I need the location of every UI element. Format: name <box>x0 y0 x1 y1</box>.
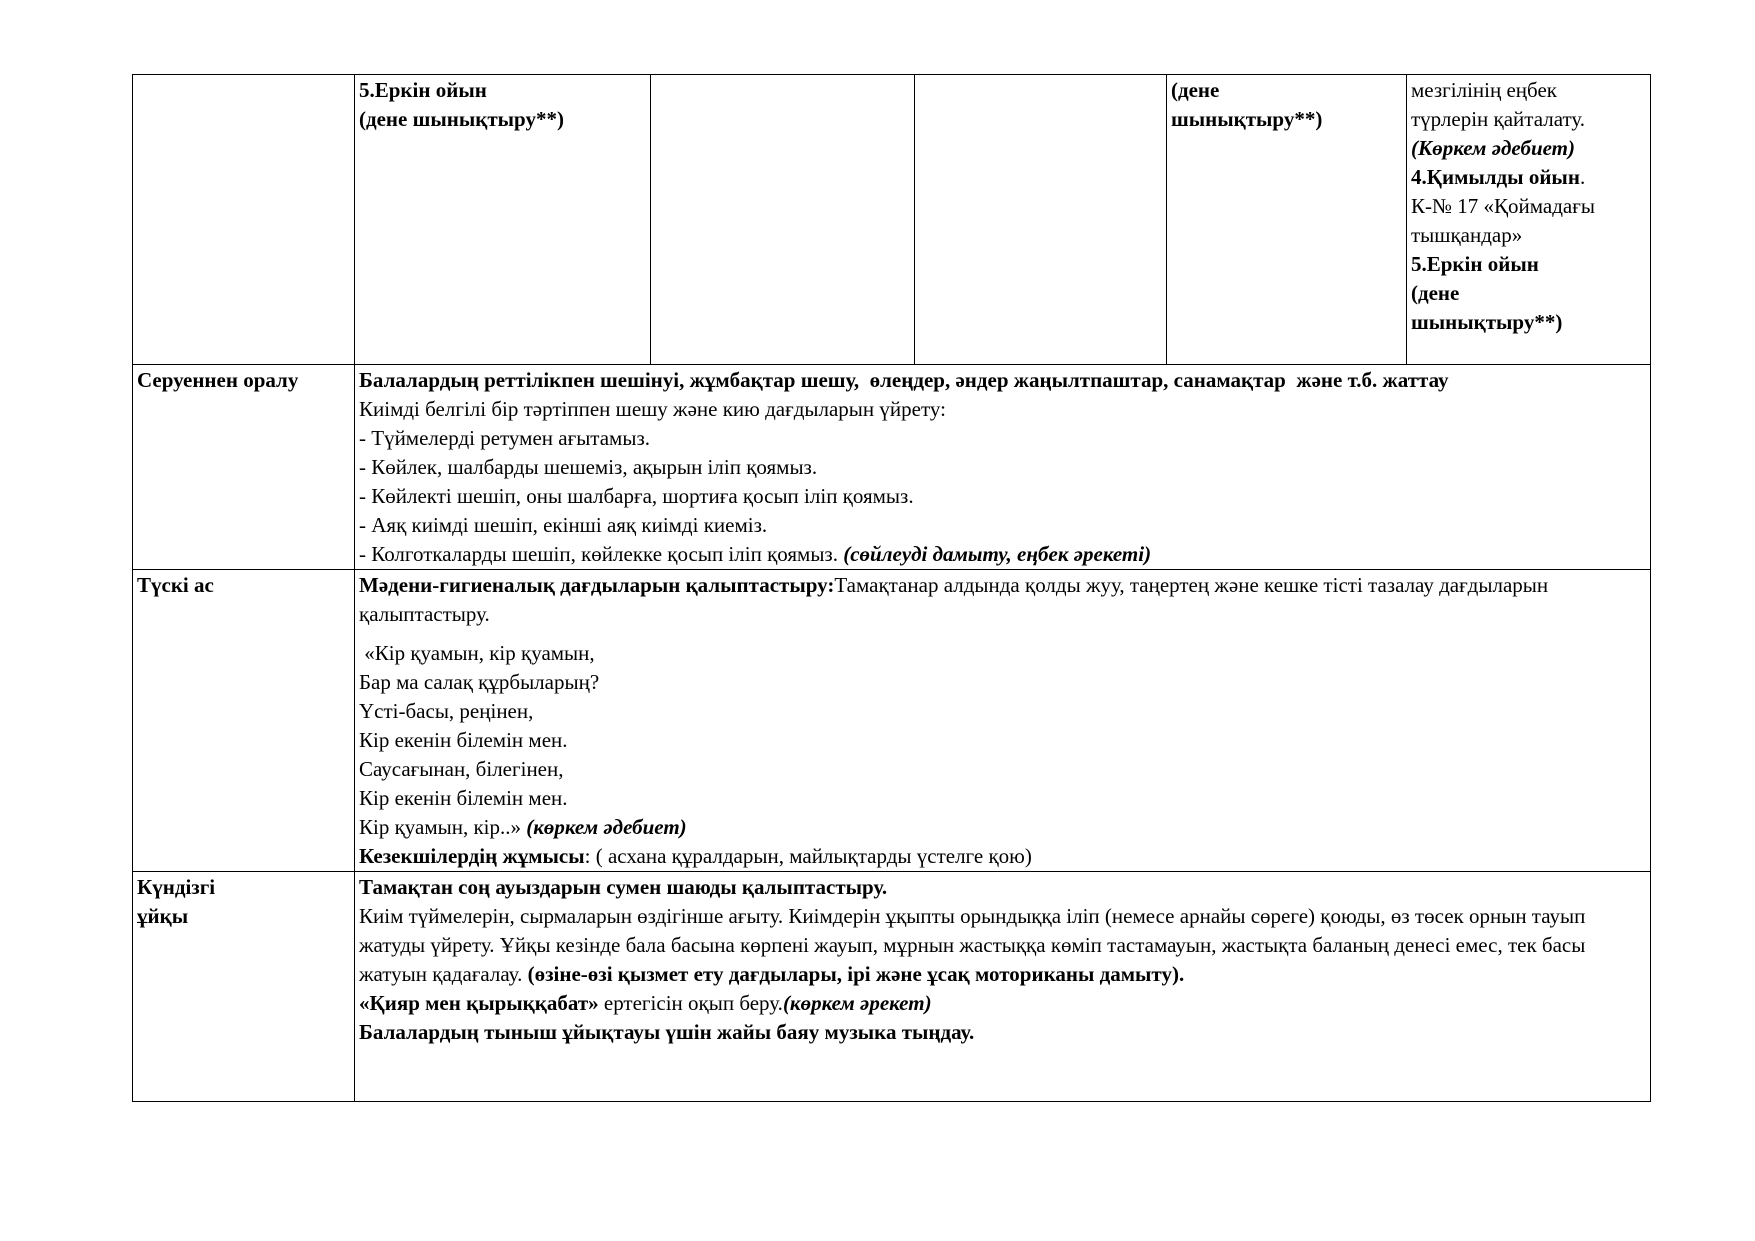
free-play-title: 5.Еркін ойын <box>359 78 487 102</box>
lunch-label-cell <box>133 570 355 872</box>
poem-line: Үсті-басы, реңінен, <box>359 699 534 723</box>
list-item <box>359 540 1646 569</box>
nap-body-text: Киім түймелерін, сырмаларын өздігінше ағыту. Киімдерін ұқыпты орындыққа іліп (немесе арнайы сөреге) қоюды, өз төсек орнын тауып жатуды үйрету. Ұйқы кезінде бала басына көрпені жауып, мұрнын жастыққа көміп тастамауын, жастықта баланың денесі емес, тек басы жатуын қадағалау. <box>359 904 1591 986</box>
tale-line <box>359 989 1646 1018</box>
last-item-text: - Колготкаларды шешіп, көйлекке қосып іліп қоямыз. <box>359 542 844 566</box>
walk-return-label: Серуеннен оралу <box>137 368 299 392</box>
poem-last: Кір қуамын, кір..» <box>359 815 527 839</box>
daily-plan-table <box>132 74 1651 1102</box>
walk-return-content-cell <box>355 365 1651 570</box>
poem-line: Кір екенін білемін мен. <box>359 786 568 810</box>
duty-line <box>359 842 1646 871</box>
duty-title: Кезекшілердің жұмысы <box>359 844 585 868</box>
col6-line3: (Көркем әдебиет) <box>1411 136 1576 160</box>
poem-note: (көркем әдебиет) <box>526 815 687 839</box>
poem-line <box>359 813 1646 842</box>
table-row <box>133 75 1651 365</box>
duty-text: : ( асхана құралдарын, майлықтарды үстелге қою) <box>584 844 1032 868</box>
table-row <box>133 365 1651 570</box>
col6-line8: (дене <box>1411 281 1460 305</box>
col5-line2: шынықтыру**) <box>1171 107 1323 131</box>
nap-content-cell <box>355 872 1651 1102</box>
col6-line1: мезгілінің еңбек <box>1411 78 1557 102</box>
col6-line2: түрлерін қайталату. <box>1411 107 1586 131</box>
col6-line5: К-№ 17 «Қоймадағы <box>1411 194 1595 218</box>
row1-col4-cell <box>915 75 1167 365</box>
col5-line1: (дене <box>1171 78 1220 102</box>
col6-line7: 5.Еркін ойын <box>1411 252 1539 276</box>
col6-line9: шынықтыру**) <box>1411 310 1563 334</box>
list-item: - Көйлек, шалбарды шешеміз, ақырын іліп қоямыз. <box>359 455 818 479</box>
lunch-content-cell <box>355 570 1651 872</box>
nap-body <box>359 902 1646 989</box>
nap-body-bold: (өзіне-өзі қызмет ету дағдылары, ірі және ұсақ моториканы дамыту). <box>527 962 1185 986</box>
hygiene-title: Мәдени-гигиеналық дағдыларын қалыптастыру: <box>359 573 835 597</box>
list-item: - Көйлекті шешіп, оны шалбарға, шортиға қосып іліп қоямыз. <box>359 484 914 508</box>
last-item-note: (сөйлеуді дамыту, еңбек әрекеті) <box>843 542 1152 566</box>
lunch-heading <box>359 571 1646 629</box>
poem-line: Саусағынан, білегінен, <box>359 757 564 781</box>
nap-label-line2: ұйқы <box>137 904 189 928</box>
walk-return-label-cell <box>133 365 355 570</box>
nap-heading: Тамақтан соң ауыздарын сумен шаюды қалыптастыру. <box>359 875 888 899</box>
row1-col2-cell <box>355 75 651 365</box>
list-item: - Аяқ киімді шешіп, екінші аяқ киімді киеміз. <box>359 513 768 537</box>
row1-col5-cell <box>1167 75 1407 365</box>
walk-return-heading: Балалардың реттілікпен шешінуі, жұмбақтар шешу, өлеңдер, әндер жаңылтпаштар, санамақтар және т.б. жаттау <box>359 368 1449 392</box>
nap-label-cell <box>133 872 355 1102</box>
tale-note: (көркем әрекет) <box>782 991 932 1015</box>
lunch-label: Түскі ас <box>137 573 214 597</box>
table-row <box>133 570 1651 872</box>
tale-title: «Қияр мен қырыққабат» <box>359 991 599 1015</box>
col6-line6: тышқандар» <box>1411 223 1523 247</box>
nap-label-line1: Күндізгі <box>137 875 216 899</box>
free-play-subtitle: (дене шынықтыру**) <box>359 107 564 131</box>
poem-line: Бар ма салақ құрбыларың? <box>359 670 600 694</box>
row1-label-cell <box>133 75 355 365</box>
list-item: - Түймелерді ретумен ағытамыз. <box>359 426 650 450</box>
row1-col3-cell <box>651 75 915 365</box>
col6-line4 <box>1411 163 1646 192</box>
walk-return-intro: Киімді белгілі бір тәртіппен шешу және кию дағдыларын үйрету: <box>359 397 946 421</box>
poem-line: «Кір қуамын, кір қуамын, <box>359 641 595 665</box>
music-line: Балалардың тыныш ұйықтауы үшін жайы баяу музыка тыңдау. <box>359 1020 975 1044</box>
hygiene-text: Тамақтанар алдында қолды жуу, таңертең және кешке тісті тазалау дағдыларын қалыптастыру. <box>359 573 1554 626</box>
poem-line: Кір екенін білемін мен. <box>359 728 568 752</box>
movement-game-title: 4.Қимылды ойын <box>1411 165 1580 189</box>
movement-game-dot: . <box>1579 165 1586 189</box>
row1-col6-cell <box>1407 75 1651 365</box>
tale-text: ертегісін оқып беру. <box>598 991 783 1015</box>
table-row <box>133 872 1651 1102</box>
